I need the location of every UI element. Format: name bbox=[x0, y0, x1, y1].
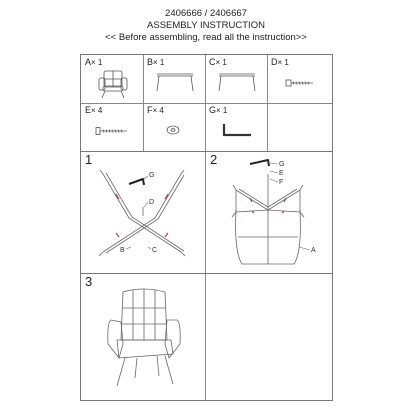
parts-section bbox=[81, 55, 332, 151]
callout-f: F bbox=[279, 179, 284, 186]
part-qty: × 1 bbox=[91, 58, 103, 67]
allen-key-icon bbox=[129, 179, 144, 185]
page-title: ASSEMBLY INSTRUCTION bbox=[147, 20, 265, 31]
part-g-cell bbox=[205, 103, 267, 151]
step-2-panel bbox=[206, 152, 332, 273]
part-letter: C bbox=[209, 57, 216, 67]
part-qty: × 4 bbox=[152, 106, 164, 115]
washer-icon bbox=[165, 123, 181, 137]
allen-key-icon bbox=[250, 160, 269, 166]
part-qty: × 1 bbox=[215, 58, 227, 67]
assembled-chair-illustration bbox=[81, 274, 205, 400]
empty-panel bbox=[206, 274, 332, 400]
step-1-panel bbox=[81, 152, 205, 273]
part-qty: × 1 bbox=[153, 58, 165, 67]
callout-c: C bbox=[152, 247, 158, 254]
part-b-cell bbox=[143, 55, 205, 103]
part-letter: B bbox=[147, 57, 154, 67]
instruction-sheet bbox=[80, 54, 333, 401]
allen-key-icon bbox=[221, 121, 253, 141]
step-number: 3 bbox=[85, 274, 93, 289]
step-3-panel bbox=[81, 274, 205, 400]
steps-row bbox=[81, 152, 332, 273]
empty-cell bbox=[267, 103, 332, 151]
step-2-diagram bbox=[206, 152, 332, 273]
callout-g: G bbox=[149, 172, 155, 179]
part-letter: D bbox=[271, 57, 278, 67]
part-c-cell bbox=[205, 55, 267, 103]
instruction-note: << Before assembling, read all the instruction>> bbox=[105, 32, 307, 43]
step-1-diagram bbox=[81, 152, 205, 273]
callout-b: B bbox=[120, 247, 125, 254]
callout-d: D bbox=[149, 199, 155, 206]
part-e-cell bbox=[81, 103, 143, 151]
part-qty: × 4 bbox=[91, 106, 103, 115]
part-letter: G bbox=[209, 105, 217, 115]
step-number: 1 bbox=[85, 152, 93, 167]
part-d-cell bbox=[267, 55, 332, 103]
part-f-cell bbox=[143, 103, 205, 151]
callout-e: E bbox=[279, 170, 284, 177]
part-qty: × 1 bbox=[277, 58, 289, 67]
model-number: 2406666 / 2406667 bbox=[165, 8, 247, 19]
part-letter: A bbox=[85, 57, 92, 67]
part-letter: E bbox=[85, 105, 92, 115]
leg-frame-icon bbox=[155, 71, 195, 93]
screw-icon bbox=[285, 79, 315, 87]
callout-g: G bbox=[279, 161, 285, 168]
header bbox=[0, 8, 412, 44]
part-qty: × 1 bbox=[216, 106, 228, 115]
chair-icon bbox=[95, 69, 131, 99]
part-letter: F bbox=[147, 105, 153, 115]
leg-frame-icon bbox=[217, 71, 257, 93]
step-3-row bbox=[81, 274, 332, 400]
part-a-cell bbox=[81, 55, 143, 103]
step-number: 2 bbox=[210, 152, 218, 167]
bolt-icon bbox=[95, 127, 129, 135]
callout-a: A bbox=[311, 247, 316, 254]
